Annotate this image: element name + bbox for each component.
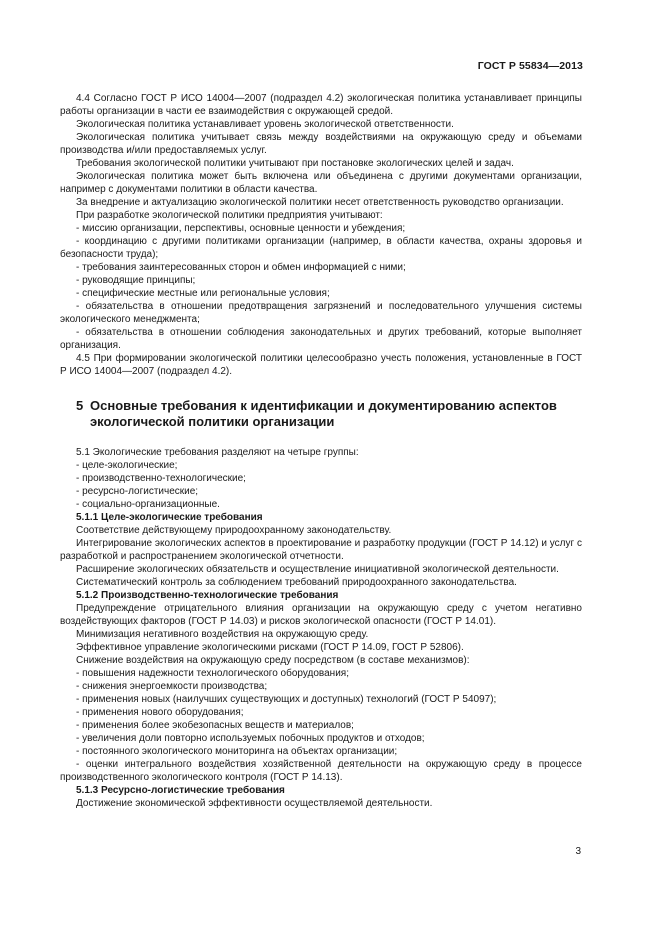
paragraph: При разработке экологической политики предприятия учитывают: — [76, 210, 383, 221]
paragraph: Систематический контроль за соблюдением требований природоохранного законодательства. — [76, 577, 517, 588]
paragraph: Предупреждение отрицательного влияния организации на окружающую среду с учетом негативно воздействующих факторов (ГОСТ Р 14.03) и рисков экологической опасности (ГОСТ Р 14.01). — [60, 603, 582, 627]
paragraph: Соответствие действующему природоохранному законодательству. — [76, 525, 392, 536]
page-number: 3 — [575, 846, 581, 857]
paragraph: Экологическая политика может быть включена или объединена с другими документами организации, например с документами политики в области качества. — [60, 171, 582, 195]
list-item: - оценки интегрального воздействия хозяйственной деятельности на окружающую среду в процессе производственного экологического контроля (ГОСТ Р 14.13). — [60, 759, 582, 783]
clause-5-1 — [60, 446, 582, 511]
list-item: - обязательства в отношении соблюдения законодательных и других требований, которые выполняет организация. — [60, 327, 582, 351]
list-item: - ресурсно-логистические; — [76, 486, 199, 497]
list-item: - руководящие принципы; — [76, 275, 196, 286]
list-item: - целе-экологические; — [76, 460, 178, 471]
list-item: - обязательства в отношении предотвращения загрязнений и последовательного улучшения системы экологического менеджмента; — [60, 301, 582, 325]
list-item: - увеличения доли повторно используемых побочных продуктов и отходов; — [76, 733, 425, 744]
paragraph: Снижение воздействия на окружающую среду посредством (в составе механизмов): — [76, 655, 470, 666]
subsection-heading: 5.1.1 Целе-экологические требования — [76, 512, 263, 523]
list-item: - миссию организации, перспективы, основные ценности и убеждения; — [76, 223, 406, 234]
paragraph: Экологическая политика учитывает связь между воздействиями на окружающую среду и объемами производства и/или предоставляемых услуг. — [60, 132, 582, 156]
list-item: - повышения надежности технологического оборудования; — [76, 668, 349, 679]
section-5-heading — [76, 398, 582, 430]
paragraph: За внедрение и актуализацию экологической политики несет ответственность руководство организации. — [76, 197, 564, 208]
paragraph: Интегрирование экологических аспектов в проектирование и разработку продукции (ГОСТ Р 14.12) и услуг с разработкой и распространением экологической отчетности. — [60, 538, 582, 562]
paragraph: Расширение экологических обязательств и осуществление инициативной экологической деятельности. — [76, 564, 559, 575]
paragraph: Требования экологической политики учитывают при постановке экологических целей и задач. — [76, 158, 514, 169]
list-item: - производственно-технологические; — [76, 473, 246, 484]
list-item: - снижения энергоемкости производства; — [76, 681, 268, 692]
list-item: - социально-организационные. — [76, 499, 220, 510]
list-item: - применения нового оборудования; — [76, 707, 244, 718]
clause-5-1-3 — [60, 784, 582, 810]
clause-5-1-1 — [60, 511, 582, 589]
list-item: - постоянного экологического мониторинга на объектах организации; — [76, 746, 398, 757]
list-item: - применения более экобезопасных веществ и материалов; — [76, 720, 354, 731]
paragraph: Минимизация негативного воздействия на окружающую среду. — [76, 629, 369, 640]
paragraph: 5.1 Экологические требования разделяют на четыре группы: — [76, 447, 359, 458]
paragraph: 4.5 При формировании экологической политики целесообразно учесть положения, установленные в ГОСТ Р ИСО 14004—2007 (подраздел 4.2). — [60, 353, 582, 377]
section-number: 5 — [76, 398, 84, 413]
paragraph: 4.4 Согласно ГОСТ Р ИСО 14004—2007 (подраздел 4.2) экологическая политика устанавливает принципы работы организации в части ее взаимодействия с окружающей средой. — [60, 93, 582, 117]
section-title-line2: экологической политики организации — [90, 414, 335, 429]
clause-5-1-2 — [60, 589, 582, 784]
section-title-line1: Основные требования к идентификации и документированию аспектов — [90, 398, 557, 413]
subsection-heading: 5.1.3 Ресурсно-логистические требования — [76, 785, 285, 796]
paragraph: Экологическая политика устанавливает уровень экологической ответственности. — [76, 119, 454, 130]
paragraph: Достижение экономической эффективности осуществляемой деятельности. — [76, 798, 433, 809]
subsection-heading: 5.1.2 Производственно-технологические требования — [76, 590, 339, 601]
list-item: - применения новых (наилучших существующих и доступных) технологий (ГОСТ Р 54097); — [76, 694, 497, 705]
list-item: - специфические местные или региональные условия; — [76, 288, 330, 299]
clause-4-4-4-5 — [60, 92, 582, 378]
paragraph: Эффективное управление экологическими рисками (ГОСТ Р 14.09, ГОСТ Р 52806). — [76, 642, 464, 653]
document-id: ГОСТ Р 55834—2013 — [477, 60, 583, 72]
list-item: - требования заинтересованных сторон и обмен информацией с ними; — [76, 262, 406, 273]
document-body — [60, 92, 582, 810]
list-item: - координацию с другими политиками организации (например, в области качества, охраны здоровья и безопасности труда); — [60, 236, 582, 260]
